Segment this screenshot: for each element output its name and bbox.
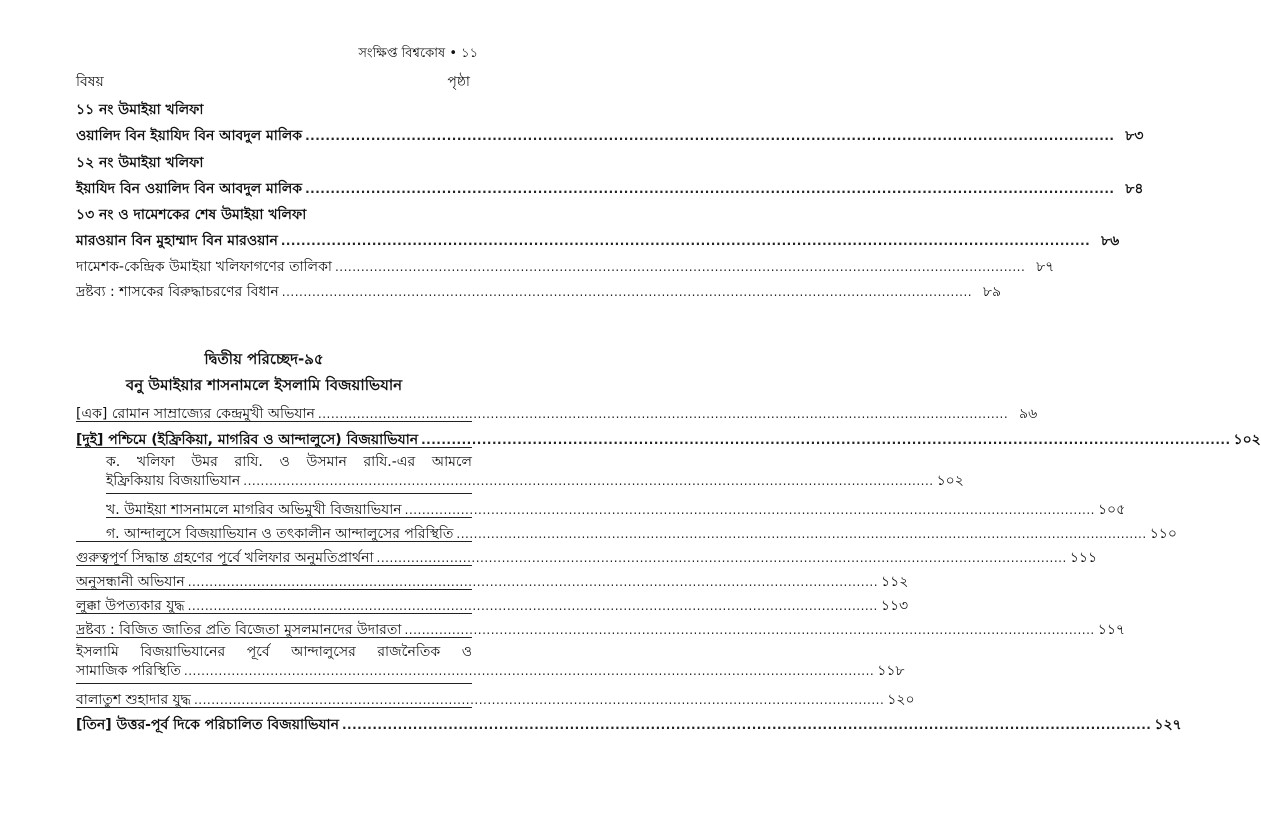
divider	[76, 637, 472, 638]
toc-entry[interactable]	[76, 688, 915, 712]
toc-entry-page: ১০৫	[1097, 502, 1126, 518]
dot-leader	[404, 623, 1094, 637]
chapter-title: দ্বিতীয় পরিচ্ছেদ-৯৫	[204, 350, 324, 368]
divider	[76, 589, 472, 590]
toc-entry-page: ১১২	[881, 574, 909, 590]
toc-entry-title: দ্রষ্টব্য : শাসকের বিরুদ্ধাচরণের বিধান	[76, 284, 279, 300]
toc-entry-title: অনুসন্ধানী অভিযান	[76, 574, 185, 590]
toc-entry[interactable]	[76, 229, 1120, 253]
toc-entry[interactable]	[76, 280, 1002, 304]
toc-entry-page: ১১৩	[880, 598, 909, 614]
toc-entry-title-line2: ইফ্রিকিয়ায় বিজয়াভিযান	[106, 473, 241, 489]
divider	[76, 541, 472, 542]
toc-entry-title: ইয়াযিদ বিন ওয়ালিদ বিন আবদুল মালিক	[76, 181, 303, 197]
dot-leader	[243, 472, 933, 491]
dot-leader	[188, 599, 878, 613]
dot-leader	[305, 182, 1114, 196]
toc-entry-title: বালাতুশ শুহাদার যুদ্ধ	[76, 692, 191, 708]
caliph-12-heading: ১২ নং উমাইয়া খলিফা	[76, 155, 204, 171]
toc-entry[interactable]	[76, 546, 1098, 570]
toc-entry-title-line1: ইসলামি বিজয়াভিযানের পূর্বে আন্দালুসের রাজনৈতিক ও	[76, 644, 472, 660]
toc-entry-page: ৮৪	[1125, 181, 1144, 197]
dot-leader	[282, 285, 972, 299]
toc-entry-page: ১১৮	[877, 663, 905, 679]
toc-entry-page: ১০২	[1233, 432, 1261, 448]
column-headings	[76, 70, 472, 94]
toc-entry[interactable]	[76, 428, 1261, 452]
divider	[76, 707, 472, 708]
toc-entry-title: [দুই] পশ্চিমে (ইফ্রিকিয়া, মাগরিব ও আন্দালুসে) বিজয়াভিযান	[76, 432, 419, 448]
toc-entry[interactable]	[76, 594, 909, 618]
toc-entry[interactable]	[76, 402, 1038, 426]
caliph-13-heading: ১৩ নং ও দামেশকের শেষ উমাইয়া খলিফা	[76, 207, 307, 223]
toc-entry-wrapped[interactable]	[76, 643, 905, 681]
dot-leader	[305, 129, 1114, 143]
divider	[76, 565, 472, 566]
divider	[76, 683, 472, 684]
toc-entry-title: ওয়ালিদ বিন ইয়াযিদ বিন আবদুল মালিক	[76, 128, 303, 144]
toc-entry-page: ১২৭	[1154, 717, 1182, 733]
dot-leader	[194, 693, 884, 707]
divider	[106, 493, 472, 494]
toc-entry-page: ৮৯	[982, 284, 1002, 300]
toc-entry[interactable]	[76, 255, 1055, 279]
toc-entry-title: গুরুত্বপূর্ণ সিদ্ধান্ত গ্রহণের পূর্বে খলিফার অনুমতিপ্রার্থনা	[76, 550, 374, 566]
divider	[76, 613, 472, 614]
toc-entry-page: ৮৭	[1036, 259, 1055, 275]
toc-entry[interactable]	[76, 570, 909, 594]
toc-entry-title: লুক্কা উপত্যকার যুদ্ধ	[76, 598, 185, 614]
toc-entry-title: খ. উমাইয়া শাসনামলে মাগরিব অভিমুখী বিজয়াভিযান	[106, 502, 402, 518]
toc-entry[interactable]	[106, 498, 1126, 522]
toc-entry-title-line2: সামাজিক পরিস্থিতি	[76, 663, 181, 679]
dot-leader	[184, 662, 874, 681]
toc-entry-title: দামেশক-কেন্দ্রিক উমাইয়া খলিফাগণের তালিকা	[76, 259, 332, 275]
running-header: সংক্ষিপ্ত বিশ্বকোষ • ১১	[358, 46, 478, 61]
toc-entry[interactable]	[76, 618, 1126, 642]
toc-entry[interactable]	[76, 713, 1182, 737]
toc-entry-page: ৮৩	[1125, 128, 1144, 144]
toc-entry-page: ১০২	[936, 473, 964, 489]
toc-entry-title: গ. আন্দালুসে বিজয়াভিযান ও তৎকালীন আন্দালুসের পরিস্থিতি	[106, 526, 454, 542]
toc-entry[interactable]	[106, 522, 1177, 546]
page-heading: পৃষ্ঠা	[447, 74, 470, 90]
dot-leader	[405, 503, 1095, 517]
dot-leader	[188, 575, 878, 589]
toc-entry-title: মারওয়ান বিন মুহাম্মাদ বিন মারওয়ান	[76, 233, 278, 249]
toc-entry[interactable]	[76, 177, 1144, 201]
toc-entry-page: ১২০	[887, 692, 915, 708]
toc-entry[interactable]	[76, 124, 1144, 148]
toc-entry-title-line1: ক. খলিফা উমর রাযি. ও উসমান রাযি.-এর আমলে	[106, 454, 472, 470]
dot-leader	[281, 234, 1090, 248]
dot-leader	[456, 527, 1146, 541]
dot-leader	[335, 260, 1025, 274]
dot-leader	[342, 718, 1151, 732]
toc-entry-page: ৯৬	[1019, 406, 1038, 422]
divider	[76, 447, 472, 448]
toc-entry-line2	[76, 662, 905, 681]
toc-entry-title: [তিন] উত্তর-পূর্ব দিকে পরিচালিত বিজয়াভিযান	[76, 717, 339, 733]
chapter-subtitle: বনু উমাইয়ার শাসনামলে ইসলামি বিজয়াভিযান	[125, 376, 403, 394]
dot-leader	[318, 407, 1008, 421]
toc-entry-page: ৮৬	[1101, 233, 1120, 249]
toc-entry-page: ১১১	[1069, 550, 1098, 566]
toc-entry-title: দ্রষ্টব্য : বিজিত জাতির প্রতি বিজেতা মুসলমানদের উদারতা	[76, 622, 402, 638]
divider	[106, 517, 472, 518]
toc-entry-page: ১১০	[1149, 526, 1177, 542]
caliph-11-heading: ১১ নং উমাইয়া খলিফা	[76, 102, 204, 118]
toc-entry-line2	[106, 472, 964, 491]
toc-entry-wrapped[interactable]	[106, 453, 964, 491]
divider	[76, 421, 472, 422]
dot-leader	[421, 433, 1230, 447]
toc-entry-title: [এক] রোমান সাম্রাজ্যের কেন্দ্রমুখী অভিযান	[76, 406, 315, 422]
subject-heading: বিষয়	[76, 74, 104, 90]
toc-entry-page: ১১৭	[1097, 622, 1126, 638]
dot-leader	[377, 551, 1067, 565]
